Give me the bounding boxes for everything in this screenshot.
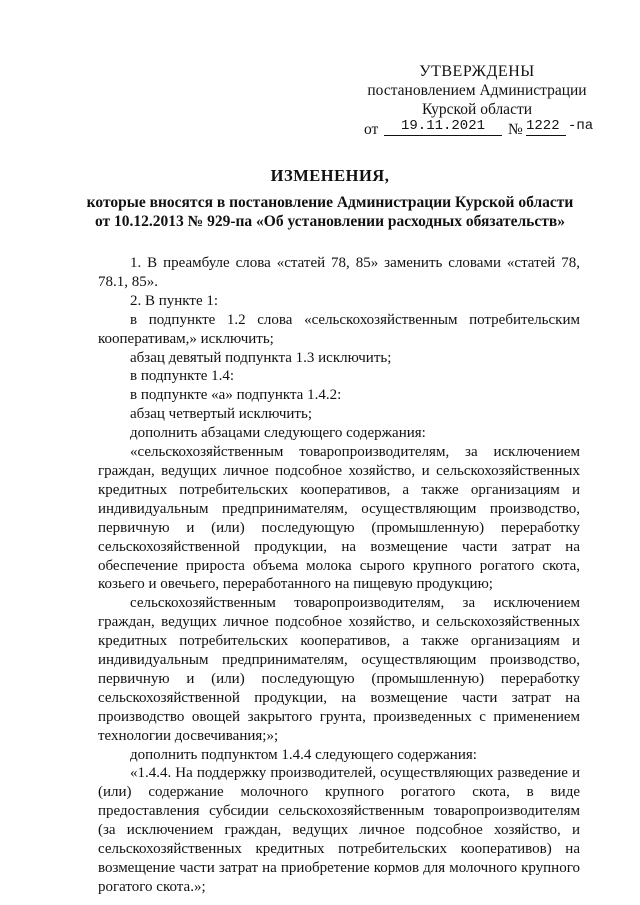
paragraph: сельскохозяйственным товаропроизводителям, за исключением граждан, ведущих личное подсобное хозяйство, и сельскохозяйственных кредитных потребительских кооперативов, а также организациям и индивидуальным предпринимателям, осуществляющим производство, первичную и (или) последующую (промышленную) переработку сельскохозяйственной продукции, на возмещение части затрат на производство овощей закрытого грунта, произведенных с применением технологии досвечивания;»;: [98, 595, 580, 744]
paragraph: в подпункте 1.2 слова «сельскохозяйственным потребительским кооперативам,» исключить;: [98, 311, 580, 347]
title-line-2: которые вносятся в постановление Администрации Курской области: [86, 193, 574, 211]
number-prefix: №: [508, 121, 523, 138]
paragraph: «1.4.4. На поддержку производителей, осуществляющих разведение и (или) содержание молочного крупного рогатого скота, в виде предоставления субсидии сельскохозяйственным товаропроизводителям (за исключением граждан, ведущих личное подсобное хозяйство, и сельскохозяйственных кредитных потребительских кооперативов) на возмещение части затрат на приобретение кормов для молочного крупного рогатого скота.»;: [98, 765, 580, 895]
approval-line-1: постановлением Администрации: [367, 82, 587, 99]
approval-number-suffix: -па: [568, 118, 594, 134]
approval-stamp: [362, 62, 592, 141]
document-title: [60, 166, 600, 232]
paragraph: 1. В преамбуле слова «статей 78, 85» заменить словами «статей 78, 78.1, 85».: [98, 255, 580, 290]
approval-number: 1222: [526, 117, 566, 136]
approval-heading: УТВЕРЖДЕНЫ: [419, 63, 535, 80]
approval-date-line: [362, 119, 592, 141]
paragraph: 2. В пункте 1:: [130, 292, 219, 309]
paragraph: «сельскохозяйственным товаропроизводителям, за исключением граждан, ведущих личное подсобное хозяйство, и сельскохозяйственных кредитных потребительских кооперативов, а также организациям и индивидуальным предпринимателям, осуществляющим производство, первичную и (или) последующую (промышленную) переработку сельскохозяйственной продукции, на возмещение части затрат на обеспечение прироста объема молока сырого крупного рогатого скота, козьего и овечьего, переработанного на пищевую продукцию;: [98, 444, 580, 593]
document-body: [98, 254, 580, 897]
paragraph: дополнить абзацами следующего содержания:: [130, 425, 426, 442]
paragraph: в подпункте «а» подпункта 1.4.2:: [130, 387, 342, 404]
paragraph: абзац четвертый исключить;: [130, 406, 312, 423]
title-line-3: от 10.12.2013 № 929-па «Об установлении расходных обязательств»: [94, 213, 565, 230]
date-prefix: от: [364, 121, 379, 138]
paragraph: в подпункте 1.4:: [130, 368, 235, 385]
approval-date: 19.11.2021: [384, 117, 502, 136]
paragraph: абзац девятый подпункта 1.3 исключить;: [130, 349, 392, 366]
approval-line-2: Курской области: [421, 101, 533, 118]
paragraph: дополнить подпунктом 1.4.4 следующего содержания:: [130, 746, 477, 763]
title-line-1: ИЗМЕНЕНИЯ,: [270, 166, 390, 185]
